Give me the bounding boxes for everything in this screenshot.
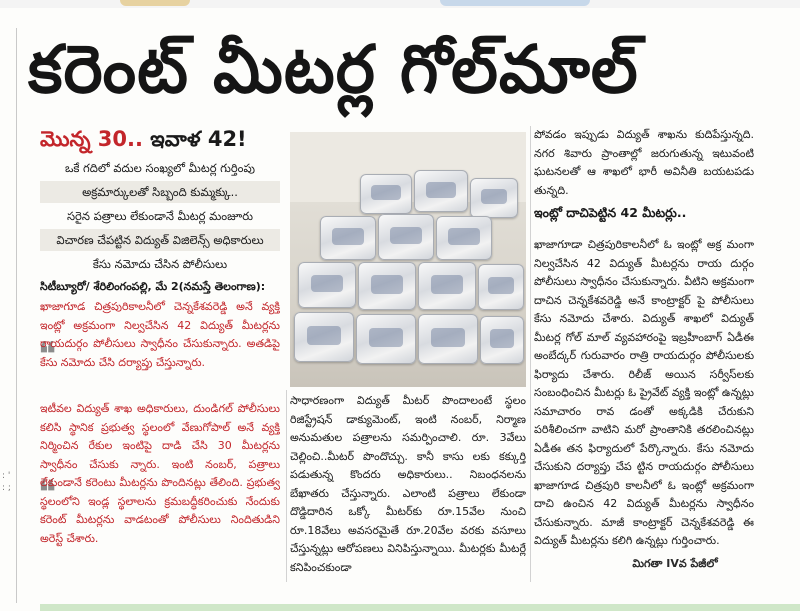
continued-on-page: మిగతా IVవ పేజీలో xyxy=(632,557,718,570)
subheadline xyxy=(40,125,280,153)
headline: కరెంట్ మీటర్ల గోల్‌మాల్ xyxy=(28,31,639,108)
left-column-rule xyxy=(16,28,17,603)
quote-mark-icon: ❝ xyxy=(38,473,57,513)
meter-box xyxy=(436,216,492,260)
meter-box xyxy=(378,214,434,260)
lead-paragraph: ఖాజాగూడ చిత్రపురికాలనీలో చెన్నకేశవరెడ్డి అనే వ్యక్తి ఇంట్లో అక్రమంగా నిల్వచేసిన 42 విద్యుత్‌ మీటర్లను రాయదుర్గం పోలీసులు స్వాధీనం చేసుకున్నారు. అతడిపై కేసు నమోదు చేసి దర్యాప్తు చేస్తున్నారు. xyxy=(40,300,280,369)
meter-box xyxy=(418,262,476,310)
kicker-line: విచారణ చేపట్టిన విద్యుత్‌ విజిలెన్స్‌ అధికారులు xyxy=(40,229,280,251)
meter-box xyxy=(414,170,468,212)
column-rule xyxy=(286,390,287,582)
top-strip xyxy=(0,0,800,8)
meter-box xyxy=(470,178,518,218)
meter-box xyxy=(298,262,356,308)
top-strip-accent-left xyxy=(120,0,190,6)
right-top-paragraph: పోవడం ఇప్పుడు విద్యుత్‌ శాఖను కుదిపేస్తున్నది. నగర శివారు ప్రాంతాల్లో జరుగుతున్న ఇటువంటి ఘటనలతో ఆ శాఖలో భారీ అవినీతి బయటపడు తున్నది. xyxy=(534,128,754,197)
meter-box xyxy=(478,264,524,310)
right-body-paragraph: ఖాజాగూడా చిత్రపురికాలనీలో ఓ ఇంట్లో అక్ర మంగా నిల్వచేసిన 42 విద్యుత్‌ మీటర్లను రాయ దుర్గం పోలీసులు స్వాధీనం చేసుకున్నారు. వీటిని అక్రమంగా దాచిన చెన్నకేశవరెడ్డి అనే కాంట్రాక్టర్‌ పై పోలీసులు కేసు నమోదు చేశారు. విద్యుత్‌ శాఖలో విద్యుత్‌ మీటర్ల గోల్‌ మాల్‌ వ్యవహారంపై ఇబ్రహీంబాగ్‌ ఏడీఈ అంబేద్కర్‌ గురువారం రాత్రి రాయదుర్గం పోలీసులకు ఫిర్యాదు చేశారు. రిలీజ్‌ అయిన సర్వీస్‌లకు సంబంధించిన మీటర్లు ఓ ప్రైవేట్‌ వ్యక్తి ఇంట్లో ఉన్నట్లు సమాచారం రావ డంతో అక్కడికి చేరుకుని పరిశీలించగా వాటిని మరో ప్రాంతానికి తరలించినట్లు ఏడీఈ తన ఫిర్యాదులో పేర్కొన్నారు. కేసు నమోదు చేసుకుని దర్యాప్తు చేప ట్టిన రాయదుర్గం పోలీసులు ఖాజాగూడ చిత్రపురి కాలనీలో ఓ ఇంట్లో అక్రమంగా దాచి ఉంచిన 42 విద్యుత్‌ మీటర్లను స్వాధీనం చేసుకున్నారు. మాజీ కాంట్రాక్టర్‌ చెన్నకేశవరెడ్డి ఈ విద్యుత్‌ మీటర్లను కలిగి ఉన్నట్లు గుర్తించారు. xyxy=(534,238,754,547)
dateline: సిటీబ్యూరో/ శేరిలింగంపల్లి, మే 2(నమస్తే తెలంగాణ): xyxy=(40,280,266,293)
kicker-line: సరైన పత్రాలు లేకుండానే మీటర్ల మంజూరు xyxy=(66,209,253,223)
subheadline-highlight: మొన్న 30.. xyxy=(40,127,151,151)
middle-body-paragraph: సాధారణంగా విద్యుత్‌ మీటర్‌ పొందాలంటే స్థలం రిజిస్ట్రేషన్‌ డాక్యుమెంట్‌, ఇంటి నంబర్‌, నిర్మాణ అనుమతుల పత్రాలను సమర్పించాలి. రూ. 3వేలు చెల్లించి..మీటర్‌ పొందొచ్చు. కానీ కాసు లకు కక్కుర్తి పడుతున్న కొందరు అధికారులు.. నిబంధనలను బేఖాతరు చేస్తున్నారు. ఎలాంటి పత్రాలు లేకుండా దొడ్డిదారిన ఒక్కో మీటర్‌కు రూ.15వేల నుంచి రూ.18వేలు అవసరమైతే రూ.20వేల వరకు వసూలు చేస్తున్నట్లు ఆరోపణలు వినిపిస్తున్నాయి. మీటర్లకు మీటర్లే కనిపించకుండా xyxy=(290,394,526,574)
kicker-line: ఒకే గదిలో వదుల సంఖ్యలో మీటర్ల గుర్తింపు xyxy=(64,161,255,175)
meter-box xyxy=(358,262,416,310)
top-strip-accent-right xyxy=(440,0,590,6)
meter-box xyxy=(480,316,524,364)
footer-band xyxy=(40,604,800,611)
meter-box xyxy=(360,174,412,214)
meter-box xyxy=(294,312,354,362)
column-rule xyxy=(530,126,531,582)
quote-mark-icon: ❝ xyxy=(38,335,57,375)
meter-box xyxy=(320,216,376,260)
subheadline-rest: ఇవాళ 42! xyxy=(150,127,247,151)
margin-marks: : ' : ; xyxy=(2,471,11,493)
news-photo-meters xyxy=(290,132,526,387)
right-section-title: ఇంట్లో దాచిపెట్టిన 42 మీటర్లు.. xyxy=(534,205,687,220)
left-body-paragraph: ఇటీవల విద్యుత్‌ శాఖ అధికారులు, దుండిగల్‌ పోలీసులు కలిసి స్థానిక ప్రభుత్వ స్థలంలో వేణుగోపాల్‌ అనే వ్యక్తి నిర్మించిన రేకుల ఇంటిపై దాడి చేసి 30 మీటర్లను స్వాధీనం చేసుకు న్నారు. ఇంటి నంబర్‌, పత్రాలు లేకుండానే కరెంటు మీటర్లను పొందినట్లు తేలింది. ప్రభుత్వ స్థలంలోని ఇండ్ల స్థలాలను క్రమబద్ధీకరించుకు నేందుకు కరెంట్‌ మీటర్లను వాడటంతో పోలీసులు నిందితుడిని అరెస్ట్‌ చేశారు. xyxy=(40,402,280,545)
meter-box xyxy=(356,314,416,364)
kicker-line: అక్రమార్కులతో సిబ్బంది కుమ్మక్కు.. xyxy=(40,181,280,203)
meter-box xyxy=(418,314,478,364)
kicker-line: కేసు నమోదు చేసిన పోలీసులు xyxy=(92,257,228,271)
